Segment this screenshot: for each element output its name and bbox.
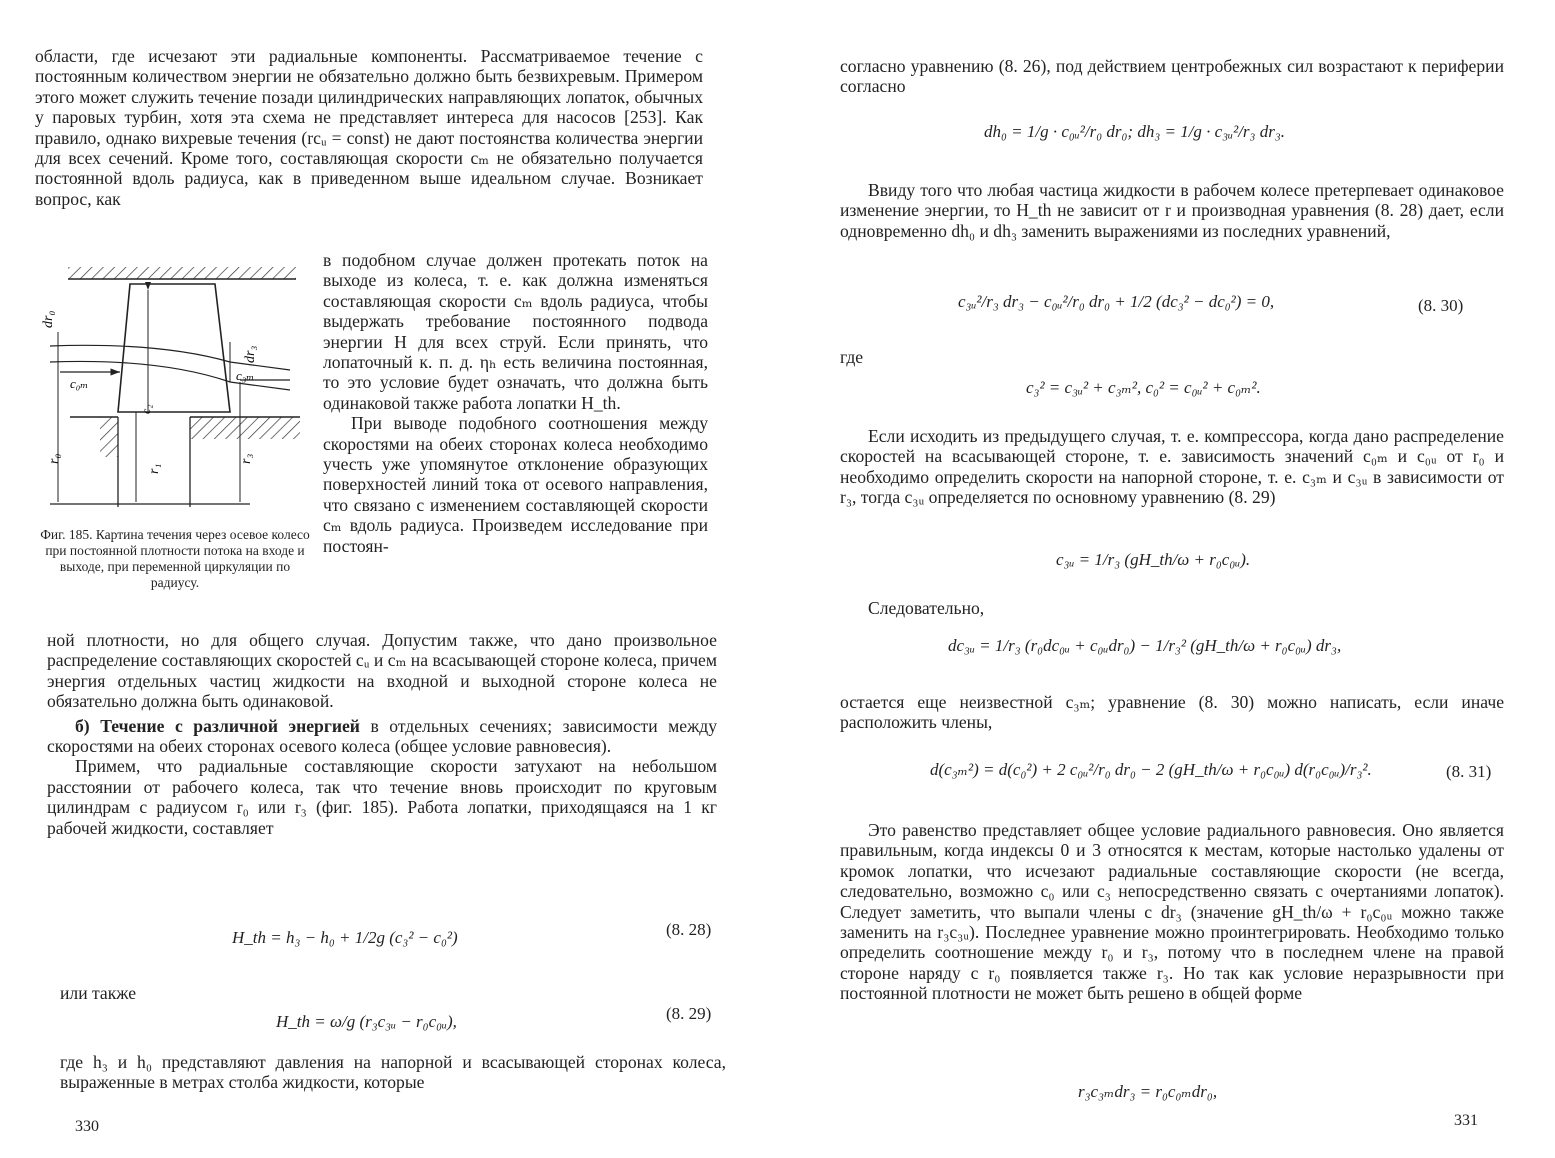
label-dr0: dr₀ [41, 310, 56, 328]
right-consequently: Следовательно, [868, 598, 985, 618]
eq-dh: dh₀ = 1/g · c₀ᵤ²/r₀ dr₀; dh₃ = 1/g · c₃ᵤ²/r₃ dr₃. [984, 122, 1285, 141]
section-title: б) Течение с различной энергией [75, 715, 360, 736]
left-bottom-para: где h₃ и h₀ представляют давления на напорной и всасывающей сторонах колеса, выраженные в метрах столба жидкости, которые [60, 1052, 726, 1093]
label-r0: r₀ [47, 453, 62, 464]
eq-8-28-number: (8. 28) [666, 920, 712, 939]
right-para-2: Ввиду того что любая частица жидкости в рабочем колесе претерпевает одинаковое изменение энергии, то H_th не зависит от r и производная уравнения (8. 28) дает, если одновременно dh₀ и dh₃ заменить выражениями из последних уравнений, [840, 180, 1504, 241]
blade-outline [118, 284, 230, 412]
hub-hatch-right [190, 417, 300, 439]
label-c3m: c₃ₘ [236, 368, 255, 383]
page-number-left: 330 [75, 1118, 99, 1135]
left-wrap-text [323, 250, 708, 556]
eq-8-29-number: (8. 29) [666, 1004, 712, 1023]
figure-185-caption: Фиг. 185. Картина течения через осевое колесо при постоянной плотности потока на входе и выходе, при переменной циркуляции по радиусу. [40, 527, 310, 590]
eq-c3u: c₃ᵤ = 1/r₃ (gH_th/ω + r₀c₀ᵤ). [1056, 550, 1251, 569]
left-wrap-para-1: в подобном случае должен протекать поток на выходе из колеса, т. е. как должна изменяться составляющая скорости cₘ вдоль радиуса, чтобы выдержать требование постоянного подвода энергии H для всех струй. Если принять, что лопаточный к. п. д. ηₕ есть величина постоянная, то это условие будет означать, что должна быть одинаковой также работа лопатки H_th. [323, 250, 708, 413]
eq-8-31: d(c₃ₘ²) = d(c₀²) + 2 c₀ᵤ²/r₀ dr₀ − 2 (gH_th/ω + r₀c₀ᵤ) d(r₀c₀ᵤ)/r₃². [930, 760, 1372, 779]
section-rest: в отдельных сечениях; зависимости между скоростями на обеих сторонах осевого колеса (общее условие равновесия). [47, 715, 717, 757]
left-wrap-para-2: При выводе подобного соотношения между скоростями на обеих сторонах колеса необходимо учесть уже упомянутое отклонение образующих поверхностей линий тока от осевого направления, что связано с изменением составляющей скорости cₘ вдоль радиуса. Произведем исследование при постоян- [323, 413, 708, 556]
right-para-3: Если исходить из предыдущего случая, т. е. компрессора, когда дано распределение скоростей на всасывающей стороне, т. е. зависимость значений c₀ₘ и c₀ᵤ от r₀ и необходимо определить скорости на напорной стороне, т. е. c₃ₘ и c₃ᵤ в зависимости от r₃, тогда c₃ᵤ определяется по основному уравнению (8. 29) [840, 426, 1504, 508]
eq-dc3u: dc₃ᵤ = 1/r₃ (r₀dc₀ᵤ + c₀ᵤdr₀) − 1/r₃² (gH_th/ω + r₀c₀ᵤ) dr₃, [948, 636, 1342, 655]
left-after-wrap [47, 630, 717, 838]
right-page [778, 0, 1555, 1158]
hub-hatch-left [100, 417, 118, 457]
left-after-wrap-text: ной плотности, но для общего случая. Допустим также, что дано произвольное распределение составляющих скоростей cᵤ и cₘ на всасывающей стороне колеса, причем энергия отдельных частиц жидкости на входной и выходной стороне колеса не обязательно должна быть одинаковой. [47, 630, 717, 712]
page-number-right: 331 [1454, 1112, 1478, 1129]
eq-8-29: H_th = ω/g (r₃c₃ᵤ − r₀c₀ᵤ), [276, 1012, 457, 1031]
label-c2: c₂ [139, 404, 153, 414]
left-example-para: Примем, что радиальные составляющие скорости затухают на небольшом расстоянии от рабочего колеса, так что течение вновь происходит по круговым цилиндрам с радиусом r₀ или r₃ (фиг. 185). Работа лопатки, приходящаяся на 1 кг рабочей жидкости, составляет [47, 756, 717, 838]
eq-8-30-number: (8. 30) [1418, 296, 1464, 315]
label-dr3: dr₃ [243, 345, 258, 363]
eq-where: c₃² = c₃ᵤ² + c₃ₘ², c₀² = c₀ᵤ² + c₀ₘ². [1026, 378, 1261, 397]
left-section-heading [47, 716, 717, 757]
top-casing-hatch [68, 267, 296, 279]
figure-185-drawing [40, 262, 310, 520]
eq-last: r₃c₃ₘdr₃ = r₀c₀ₘdr₀, [1078, 1082, 1218, 1101]
right-top-para: согласно уравнению (8. 26), под действием центробежных сил возрастают к периферии согласно [840, 56, 1504, 97]
label-r1: r₁ [147, 463, 162, 474]
right-where: где [840, 347, 864, 367]
label-r3: r₃ [239, 453, 254, 464]
figure-185 [40, 262, 310, 520]
eq-8-30: c₃ᵤ²/r₃ dr₃ − c₀ᵤ²/r₀ dr₀ + 1/2 (dc₃² − dc₀²) = 0, [958, 292, 1275, 311]
right-para-5: Это равенство представляет общее условие радиального равновесия. Оно является правильным, когда индексы 0 и 3 относятся к местам, которые настолько удалены от кромок лопатки, что исчезают радиальные составляющие скорости (не всегда, следовательно, возможно c₀ или c₃ непосредственно связать с очертаниями лопаток). Следует заметить, что выпали члены с dr₃ (значение gH_th/ω + r₀c₀ᵤ можно также заменить на r₃c₃ᵤ). Последнее уравнение можно проинтегрировать. Необходимо только определить соотношение между r₀ и r₃, потому что в последнем члене на правой стороне наряду с r₀ появляется также r₃. Но так как условие неразрывности при постоянной плотности не может быть решено в общей форме [840, 820, 1504, 1004]
right-para-4: остается еще неизвестной c₃ₘ; уравнение (8. 30) можно написать, если иначе расположить члены, [840, 692, 1504, 733]
left-top-paragraph [35, 46, 703, 209]
eq-8-31-number: (8. 31) [1446, 762, 1492, 781]
left-top-para-text: области, где исчезают эти радиальные компоненты. Рассматриваемое течение с постоянным количеством энергии не обязательно должно быть безвихревым. Примером этого может служить течение позади цилиндрических направляющих лопаток, обычных у паровых турбин, хотя эта схема не представляет интереса для насосов [253]. Как правило, однако вихревые течения (rcᵤ = const) не дают постоянства количества энергии для всех сечений. Кроме того, составляющая скорости cₘ не обязательно получается постоянной вдоль радиуса, как в приведенном выше идеальном случае. Возникает вопрос, как [35, 46, 703, 209]
label-c0m: c₀ₘ [70, 376, 89, 391]
eq-8-28: H_th = h₃ − h₀ + 1/2g (c₃² − c₀²) [232, 928, 458, 947]
or-also: или также [60, 983, 137, 1003]
